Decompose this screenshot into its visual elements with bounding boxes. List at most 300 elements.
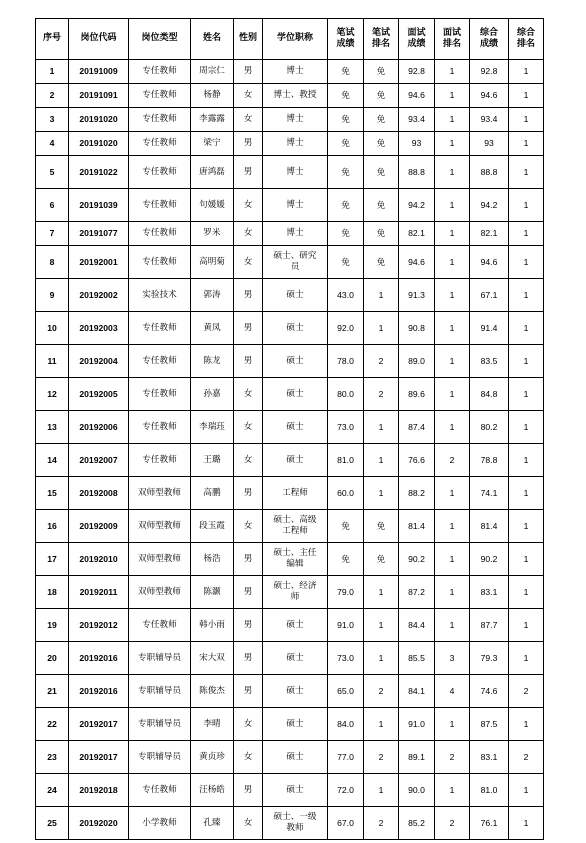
cell-interview-score: 94.6 — [399, 84, 435, 108]
cell-written-rank: 1 — [364, 444, 399, 477]
cell-total-rank: 1 — [509, 312, 544, 345]
cell-total-rank: 1 — [509, 411, 544, 444]
table-row — [36, 345, 544, 378]
cell-position-type: 双师型教师 — [129, 477, 191, 510]
table-row — [36, 510, 544, 543]
cell-written-score: 免 — [328, 510, 364, 543]
cell-written-score: 78.0 — [328, 345, 364, 378]
cell-total-score: 82.1 — [470, 222, 509, 246]
cell-degree-title — [263, 108, 328, 132]
cell-name: 高鹏 — [191, 477, 234, 510]
cell-name: 罗米 — [191, 222, 234, 246]
cell-total-rank: 1 — [509, 774, 544, 807]
cell-interview-rank: 1 — [435, 477, 470, 510]
cell-written-score: 免 — [328, 222, 364, 246]
cell-gender: 女 — [234, 411, 263, 444]
cell-written-score: 免 — [328, 60, 364, 84]
cell-written-rank: 2 — [364, 741, 399, 774]
cell-position-type: 实验技术 — [129, 279, 191, 312]
cell-name: 陈俊杰 — [191, 675, 234, 708]
cell-written-rank: 免 — [364, 132, 399, 156]
cell-gender: 男 — [234, 156, 263, 189]
table-row — [36, 312, 544, 345]
cell-interview-score: 90.0 — [399, 774, 435, 807]
table-row — [36, 675, 544, 708]
table-row — [36, 642, 544, 675]
cell-name: 杨浩 — [191, 543, 234, 576]
degree-text-line: 博士 — [286, 114, 304, 125]
cell-interview-score: 89.0 — [399, 345, 435, 378]
cell-name: 黄凤 — [191, 312, 234, 345]
header-serial-no — [36, 19, 69, 60]
cell-serial-no: 19 — [36, 609, 69, 642]
cell-interview-score: 92.8 — [399, 60, 435, 84]
cell-degree-title — [263, 132, 328, 156]
header-text-line: 成绩 — [336, 39, 355, 49]
cell-interview-score: 94.2 — [399, 189, 435, 222]
cell-interview-rank: 1 — [435, 132, 470, 156]
cell-serial-no: 13 — [36, 411, 69, 444]
header-interview-score — [399, 19, 435, 60]
header-text-line: 面试 — [442, 27, 461, 38]
cell-position-type: 专任教师 — [129, 108, 191, 132]
cell-total-rank: 1 — [509, 84, 544, 108]
cell-interview-rank: 1 — [435, 510, 470, 543]
cell-total-rank: 1 — [509, 510, 544, 543]
degree-text-line: 教师 — [286, 823, 304, 833]
cell-total-score: 90.2 — [470, 543, 509, 576]
header-written-rank — [364, 19, 399, 60]
degree-text-line: 硕士 — [286, 322, 304, 333]
cell-total-rank: 1 — [509, 108, 544, 132]
degree-text-line: 硕士 — [286, 355, 304, 366]
cell-written-rank: 1 — [364, 312, 399, 345]
cell-position-type: 双师型教师 — [129, 576, 191, 609]
cell-total-rank: 1 — [509, 378, 544, 411]
cell-total-score: 78.8 — [470, 444, 509, 477]
cell-written-score: 免 — [328, 246, 364, 279]
cell-interview-score: 84.4 — [399, 609, 435, 642]
cell-name: 陈龙 — [191, 345, 234, 378]
table-row — [36, 774, 544, 807]
cell-serial-no: 6 — [36, 189, 69, 222]
cell-name: 郭涛 — [191, 279, 234, 312]
cell-position-code: 20191077 — [69, 222, 129, 246]
header-text-line: 笔试 — [371, 27, 390, 38]
cell-position-code: 20191039 — [69, 189, 129, 222]
cell-total-score: 81.4 — [470, 510, 509, 543]
cell-position-code: 20192010 — [69, 543, 129, 576]
table-row — [36, 279, 544, 312]
degree-text-line: 硕士 — [286, 751, 304, 762]
cell-position-type: 专任教师 — [129, 246, 191, 279]
cell-degree-title — [263, 60, 328, 84]
degree-text-line: 硕士 — [286, 652, 304, 663]
table-row — [36, 246, 544, 279]
cell-interview-score: 88.8 — [399, 156, 435, 189]
cell-total-rank: 1 — [509, 477, 544, 510]
header-text-line: 岗位代码 — [80, 33, 117, 44]
cell-name: 王璐 — [191, 444, 234, 477]
cell-interview-score: 87.4 — [399, 411, 435, 444]
cell-interview-rank: 2 — [435, 741, 470, 774]
degree-text-line: 硕士、研究 — [273, 251, 317, 262]
header-gender — [234, 19, 263, 60]
cell-position-code: 20192009 — [69, 510, 129, 543]
cell-gender: 男 — [234, 543, 263, 576]
cell-gender: 女 — [234, 444, 263, 477]
table-row — [36, 576, 544, 609]
degree-text-line: 硕士、高级 — [273, 515, 317, 526]
cell-written-score: 72.0 — [328, 774, 364, 807]
cell-written-score: 免 — [328, 108, 364, 132]
header-text-line: 综合 — [479, 27, 498, 38]
cell-position-code: 20191009 — [69, 60, 129, 84]
cell-interview-rank: 1 — [435, 378, 470, 411]
header-total-score — [470, 19, 509, 60]
cell-written-rank: 1 — [364, 708, 399, 741]
cell-interview-score: 82.1 — [399, 222, 435, 246]
header-written-score — [328, 19, 364, 60]
cell-written-rank: 免 — [364, 510, 399, 543]
cell-interview-score: 89.1 — [399, 741, 435, 774]
cell-written-score: 77.0 — [328, 741, 364, 774]
cell-position-type: 专职辅导员 — [129, 675, 191, 708]
degree-text-line: 硕士 — [286, 421, 304, 432]
degree-text-line: 博士 — [286, 199, 304, 210]
cell-position-type: 专职辅导员 — [129, 708, 191, 741]
cell-written-score: 免 — [328, 84, 364, 108]
cell-interview-rank: 1 — [435, 312, 470, 345]
table-row — [36, 708, 544, 741]
cell-total-rank: 1 — [509, 345, 544, 378]
cell-written-rank: 1 — [364, 774, 399, 807]
cell-name: 孔臻 — [191, 807, 234, 840]
cell-position-code: 20192016 — [69, 675, 129, 708]
cell-interview-score: 87.2 — [399, 576, 435, 609]
cell-total-score: 84.8 — [470, 378, 509, 411]
cell-total-rank: 2 — [509, 741, 544, 774]
cell-name: 李瑞珏 — [191, 411, 234, 444]
cell-interview-rank: 2 — [435, 807, 470, 840]
header-text-line: 学位职称 — [276, 33, 313, 44]
cell-interview-score: 85.2 — [399, 807, 435, 840]
cell-written-rank: 免 — [364, 60, 399, 84]
cell-written-rank: 2 — [364, 675, 399, 708]
cell-position-code: 20192017 — [69, 708, 129, 741]
header-name — [191, 19, 234, 60]
cell-written-score: 免 — [328, 189, 364, 222]
table-row — [36, 411, 544, 444]
cell-serial-no: 22 — [36, 708, 69, 741]
cell-name: 段玉霞 — [191, 510, 234, 543]
degree-text-line: 博士 — [286, 166, 304, 177]
cell-serial-no: 20 — [36, 642, 69, 675]
degree-text-line: 硕士 — [286, 619, 304, 630]
cell-position-code: 20192004 — [69, 345, 129, 378]
table-row — [36, 60, 544, 84]
cell-interview-score: 93 — [399, 132, 435, 156]
header-text-line: 面试 — [407, 27, 426, 38]
table-row — [36, 477, 544, 510]
table-row — [36, 378, 544, 411]
cell-written-score: 60.0 — [328, 477, 364, 510]
cell-interview-score: 91.0 — [399, 708, 435, 741]
cell-gender: 女 — [234, 708, 263, 741]
cell-written-score: 91.0 — [328, 609, 364, 642]
cell-total-score: 91.4 — [470, 312, 509, 345]
cell-gender: 男 — [234, 642, 263, 675]
degree-text-line: 博士 — [286, 66, 304, 77]
cell-name: 唐鸿磊 — [191, 156, 234, 189]
cell-degree-title — [263, 222, 328, 246]
cell-written-rank: 免 — [364, 543, 399, 576]
cell-interview-rank: 1 — [435, 543, 470, 576]
cell-interview-score: 88.2 — [399, 477, 435, 510]
cell-position-code: 20192018 — [69, 774, 129, 807]
cell-position-code: 20192005 — [69, 378, 129, 411]
cell-written-score: 65.0 — [328, 675, 364, 708]
header-total-rank — [509, 19, 544, 60]
header-text-line: 综合 — [516, 27, 535, 38]
cell-degree-title — [263, 741, 328, 774]
cell-position-type: 双师型教师 — [129, 510, 191, 543]
cell-gender: 女 — [234, 378, 263, 411]
cell-name: 宋大双 — [191, 642, 234, 675]
cell-serial-no: 4 — [36, 132, 69, 156]
cell-gender: 男 — [234, 774, 263, 807]
cell-position-type: 专任教师 — [129, 132, 191, 156]
degree-text-line: 博士 — [286, 228, 304, 239]
cell-written-score: 43.0 — [328, 279, 364, 312]
cell-interview-score: 84.1 — [399, 675, 435, 708]
cell-serial-no: 8 — [36, 246, 69, 279]
cell-degree-title — [263, 642, 328, 675]
cell-degree-title — [263, 576, 328, 609]
header-text-line: 姓名 — [202, 33, 221, 44]
cell-gender: 女 — [234, 84, 263, 108]
cell-total-rank: 1 — [509, 189, 544, 222]
cell-interview-rank: 1 — [435, 708, 470, 741]
cell-total-score: 79.3 — [470, 642, 509, 675]
cell-position-code: 20192001 — [69, 246, 129, 279]
cell-interview-score: 76.6 — [399, 444, 435, 477]
cell-total-score: 87.7 — [470, 609, 509, 642]
cell-interview-score: 90.2 — [399, 543, 435, 576]
cell-interview-score: 90.8 — [399, 312, 435, 345]
degree-text-line: 师 — [290, 592, 300, 602]
cell-position-type: 专职辅导员 — [129, 642, 191, 675]
cell-gender: 女 — [234, 222, 263, 246]
degree-text-line: 工程师 — [282, 526, 308, 536]
cell-serial-no: 5 — [36, 156, 69, 189]
cell-position-code: 20191020 — [69, 108, 129, 132]
cell-interview-rank: 1 — [435, 222, 470, 246]
cell-total-score: 83.1 — [470, 741, 509, 774]
cell-position-code: 20192016 — [69, 642, 129, 675]
cell-total-score: 81.0 — [470, 774, 509, 807]
cell-position-type: 专任教师 — [129, 378, 191, 411]
degree-text-line: 工程师 — [282, 487, 308, 498]
table-row — [36, 222, 544, 246]
cell-total-score: 94.6 — [470, 246, 509, 279]
cell-total-rank: 1 — [509, 642, 544, 675]
cell-written-rank: 免 — [364, 222, 399, 246]
cell-gender: 女 — [234, 510, 263, 543]
cell-interview-score: 94.6 — [399, 246, 435, 279]
header-position-type — [129, 19, 191, 60]
cell-degree-title — [263, 543, 328, 576]
cell-interview-rank: 1 — [435, 246, 470, 279]
cell-name: 孙嘉 — [191, 378, 234, 411]
degree-text-line: 硕士、一级 — [273, 812, 317, 823]
cell-written-score: 80.0 — [328, 378, 364, 411]
cell-interview-rank: 1 — [435, 609, 470, 642]
cell-degree-title — [263, 807, 328, 840]
cell-name: 梁宁 — [191, 132, 234, 156]
cell-position-code: 20191020 — [69, 132, 129, 156]
cell-position-type: 专任教师 — [129, 156, 191, 189]
cell-name: 李晴 — [191, 708, 234, 741]
header-position-code — [69, 19, 129, 60]
cell-serial-no: 21 — [36, 675, 69, 708]
degree-text-line: 博士 — [286, 138, 304, 149]
cell-degree-title — [263, 246, 328, 279]
cell-position-code: 20192012 — [69, 609, 129, 642]
cell-serial-no: 14 — [36, 444, 69, 477]
cell-total-rank: 1 — [509, 222, 544, 246]
cell-written-rank: 2 — [364, 345, 399, 378]
cell-position-type: 专任教师 — [129, 774, 191, 807]
cell-total-rank: 1 — [509, 807, 544, 840]
cell-name: 杨静 — [191, 84, 234, 108]
cell-interview-score: 93.4 — [399, 108, 435, 132]
cell-name: 高明菊 — [191, 246, 234, 279]
cell-position-code: 20192011 — [69, 576, 129, 609]
cell-degree-title — [263, 84, 328, 108]
cell-interview-rank: 1 — [435, 108, 470, 132]
cell-position-code: 20192007 — [69, 444, 129, 477]
degree-text-line: 硕士 — [286, 454, 304, 465]
header-text-line: 性别 — [238, 33, 257, 44]
header-interview-rank — [435, 19, 470, 60]
cell-position-code: 20192008 — [69, 477, 129, 510]
header-text-line: 排名 — [516, 39, 535, 49]
cell-serial-no: 12 — [36, 378, 69, 411]
cell-interview-score: 85.5 — [399, 642, 435, 675]
cell-total-score: 74.1 — [470, 477, 509, 510]
cell-written-rank: 免 — [364, 156, 399, 189]
cell-written-rank: 2 — [364, 807, 399, 840]
cell-position-type: 专任教师 — [129, 312, 191, 345]
cell-written-score: 81.0 — [328, 444, 364, 477]
cell-degree-title — [263, 189, 328, 222]
cell-gender: 男 — [234, 132, 263, 156]
cell-serial-no: 10 — [36, 312, 69, 345]
cell-written-rank: 1 — [364, 411, 399, 444]
cell-name: 韩小雨 — [191, 609, 234, 642]
cell-degree-title — [263, 510, 328, 543]
degree-text-line: 硕士 — [286, 289, 304, 300]
cell-total-score: 93.4 — [470, 108, 509, 132]
cell-serial-no: 18 — [36, 576, 69, 609]
table-row — [36, 156, 544, 189]
cell-total-rank: 1 — [509, 609, 544, 642]
cell-position-type: 专任教师 — [129, 444, 191, 477]
cell-position-code: 20192006 — [69, 411, 129, 444]
cell-total-score: 74.6 — [470, 675, 509, 708]
cell-written-rank: 1 — [364, 279, 399, 312]
cell-serial-no: 24 — [36, 774, 69, 807]
cell-gender: 男 — [234, 279, 263, 312]
cell-degree-title — [263, 609, 328, 642]
cell-position-type: 专任教师 — [129, 411, 191, 444]
cell-interview-rank: 4 — [435, 675, 470, 708]
cell-serial-no: 11 — [36, 345, 69, 378]
cell-total-score: 67.1 — [470, 279, 509, 312]
table-row — [36, 84, 544, 108]
cell-total-score: 94.6 — [470, 84, 509, 108]
cell-gender: 男 — [234, 312, 263, 345]
cell-written-rank: 1 — [364, 576, 399, 609]
cell-total-score: 76.1 — [470, 807, 509, 840]
cell-written-score: 免 — [328, 543, 364, 576]
degree-text-line: 博士、教授 — [273, 90, 317, 101]
cell-serial-no: 15 — [36, 477, 69, 510]
cell-gender: 男 — [234, 60, 263, 84]
cell-total-score: 80.2 — [470, 411, 509, 444]
cell-name: 句媛媛 — [191, 189, 234, 222]
header-text-line: 成绩 — [479, 39, 498, 49]
cell-serial-no: 1 — [36, 60, 69, 84]
cell-interview-rank: 1 — [435, 774, 470, 807]
cell-total-rank: 1 — [509, 246, 544, 279]
cell-interview-rank: 2 — [435, 444, 470, 477]
cell-total-rank: 1 — [509, 708, 544, 741]
cell-degree-title — [263, 156, 328, 189]
cell-name: 周宗仁 — [191, 60, 234, 84]
header-text-line: 排名 — [442, 39, 461, 49]
cell-degree-title — [263, 774, 328, 807]
cell-name: 汪杨皓 — [191, 774, 234, 807]
table-body — [36, 60, 544, 840]
cell-written-score: 73.0 — [328, 642, 364, 675]
header-text-line: 排名 — [371, 39, 390, 49]
cell-serial-no: 16 — [36, 510, 69, 543]
cell-position-code: 20192003 — [69, 312, 129, 345]
cell-total-rank: 2 — [509, 675, 544, 708]
cell-degree-title — [263, 411, 328, 444]
cell-interview-score: 91.3 — [399, 279, 435, 312]
cell-total-rank: 1 — [509, 156, 544, 189]
cell-gender: 男 — [234, 345, 263, 378]
cell-position-type: 专职辅导员 — [129, 741, 191, 774]
cell-degree-title — [263, 279, 328, 312]
cell-interview-rank: 1 — [435, 411, 470, 444]
cell-position-type: 专任教师 — [129, 609, 191, 642]
cell-position-type: 专任教师 — [129, 222, 191, 246]
cell-position-type: 专任教师 — [129, 60, 191, 84]
cell-gender: 男 — [234, 477, 263, 510]
cell-total-score: 83.5 — [470, 345, 509, 378]
cell-name: 李露露 — [191, 108, 234, 132]
cell-degree-title — [263, 675, 328, 708]
cell-gender: 女 — [234, 807, 263, 840]
cell-position-code: 20191091 — [69, 84, 129, 108]
cell-interview-rank: 1 — [435, 84, 470, 108]
results-table — [35, 18, 544, 840]
cell-written-rank: 免 — [364, 108, 399, 132]
